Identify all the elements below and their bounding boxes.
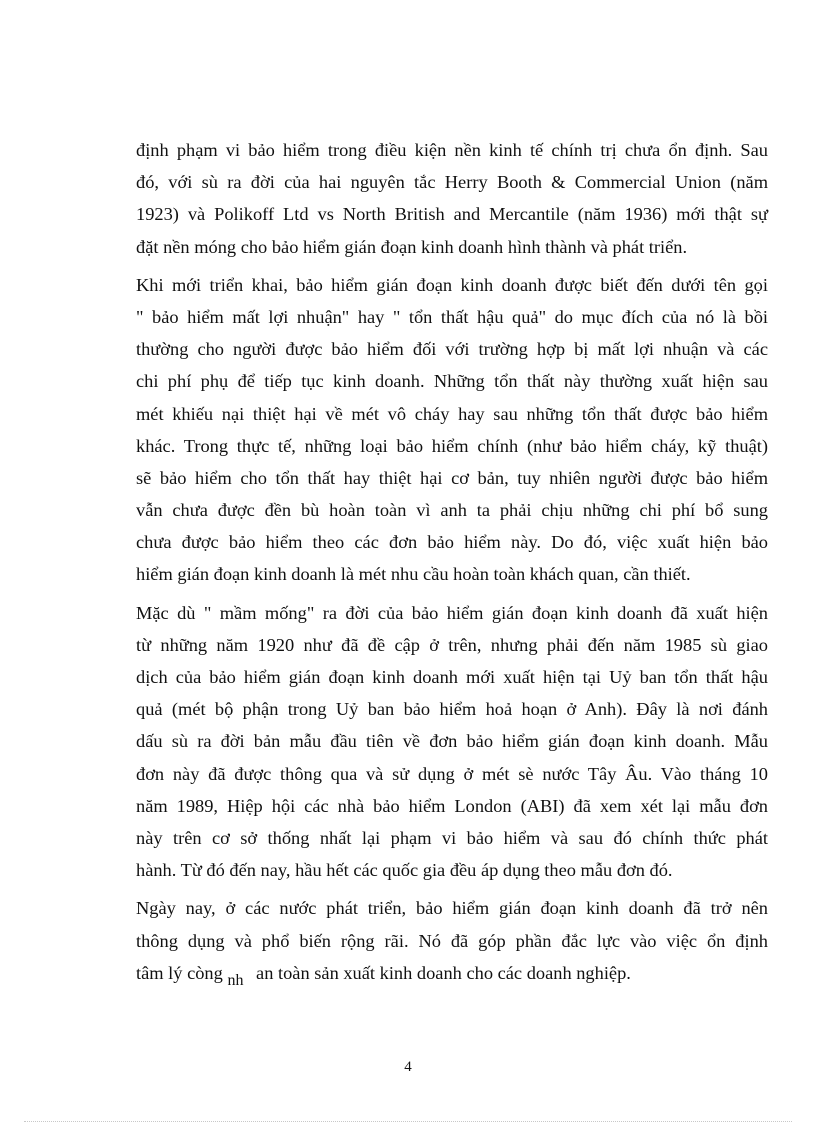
text-line: định phạm vi bảo hiểm trong điều kiện nền kinh tế chính trị chưa ổn định. Sau (136, 140, 768, 160)
paragraph-3 (136, 597, 768, 887)
text-line: chi phí phụ để tiếp tục kinh doanh. Những tổn thất này thường xuất hiện sau (136, 371, 768, 392)
text-line: này trên cơ sở thống nhất lại phạm vi bảo hiểm và sau đó chính thức phát (136, 827, 768, 848)
paragraph-2 (136, 269, 768, 591)
text-line: Khi mới triển khai, bảo hiểm gián đoạn kinh doanh được biết đến dưới tên gọi (136, 274, 768, 295)
text-line: dấu sù ra đời bản mẫu đầu tiên về đơn bảo hiểm gián đoạn kinh doanh. Mẫu (136, 731, 768, 752)
text-line: khác. Trong thực tế, những loại bảo hiểm chính (như bảo hiểm cháy, kỹ thuật) (136, 435, 768, 456)
text-fragment: tâm lý còng (136, 962, 228, 983)
paragraph-4 (136, 892, 768, 989)
text-line: dịch của bảo hiểm gián đoạn kinh doanh mới xuất hiện tại Uỷ ban tổn thất hậu (136, 667, 768, 687)
text-line: đơn này đã được thông qua và sử dụng ở mét sè nước Tây Âu. Vào tháng 10 (136, 763, 768, 784)
text-line: vẫn chưa được đền bù hoàn toàn vì anh ta phải chịu những chi phí bổ sung (136, 500, 768, 521)
text-line: 1923) và Polikoff Ltd vs North British and Mercantile (năm 1936) mới thật sự (136, 204, 768, 225)
text-line: hành. Từ đó đến nay, hầu hết các quốc gia đều áp dụng theo mẫu đơn đó. (136, 860, 673, 881)
text-line: quả (mét bộ phận trong Uỷ ban bảo hiểm hoả hoạn ở Anh). Đây là nơi đánh (136, 699, 768, 720)
body-text (136, 134, 768, 989)
page-number: 4 (404, 1059, 412, 1075)
text-line: thông dụng và phổ biến rộng rãi. Nó đã góp phần đắc lực vào việc ổn định (136, 930, 768, 951)
text-line: thường cho người được bảo hiểm đối với trường hợp bị mất lợi nhuận và các (136, 339, 768, 360)
text-line: mét khiếu nại thiệt hại về mét vô cháy hay sau những tổn thất được bảo hiểm (136, 403, 768, 424)
text-line: hiểm gián đoạn kinh doanh là mét nhu cầu hoàn toàn khách quan, cần thiết. (136, 564, 691, 585)
subscript-fragment: nh (227, 971, 244, 989)
text-line: " bảo hiểm mất lợi nhuận" hay " tổn thất hậu quả" do mục đích của nó là bồi (136, 306, 768, 327)
text-fragment: an toàn sản xuất kinh doanh cho các doanh nghiệp. (251, 962, 631, 983)
text-line (136, 957, 768, 989)
page-bottom-divider (24, 1121, 792, 1122)
text-line: đặt nền móng cho bảo hiểm gián đoạn kinh doanh hình thành và phát triển. (136, 236, 688, 257)
text-line: năm 1989, Hiệp hội các nhà bảo hiểm London (ABI) đã xem xét lại mẫu đơn (136, 795, 768, 816)
text-line: Ngày nay, ở các nước phát triển, bảo hiểm gián đoạn kinh doanh đã trở nên (136, 898, 768, 919)
paragraph-1 (136, 134, 768, 263)
text-line: chưa được bảo hiểm theo các đơn bảo hiểm này. Do đó, việc xuất hiện bảo (136, 532, 768, 553)
text-line: đó, với sù ra đời của hai nguyên tắc Herry Booth & Commercial Union (năm (136, 172, 768, 193)
text-line: sẽ bảo hiểm cho tổn thất hay thiệt hại cơ bản, tuy nhiên người được bảo hiểm (136, 467, 768, 488)
text-line: Mặc dù " mầm mống" ra đời của bảo hiểm gián đoạn kinh doanh đã xuất hiện (136, 602, 768, 623)
text-line: từ những năm 1920 như đã đề cập ở trên, nhưng phải đến năm 1985 sù giao (136, 634, 768, 655)
